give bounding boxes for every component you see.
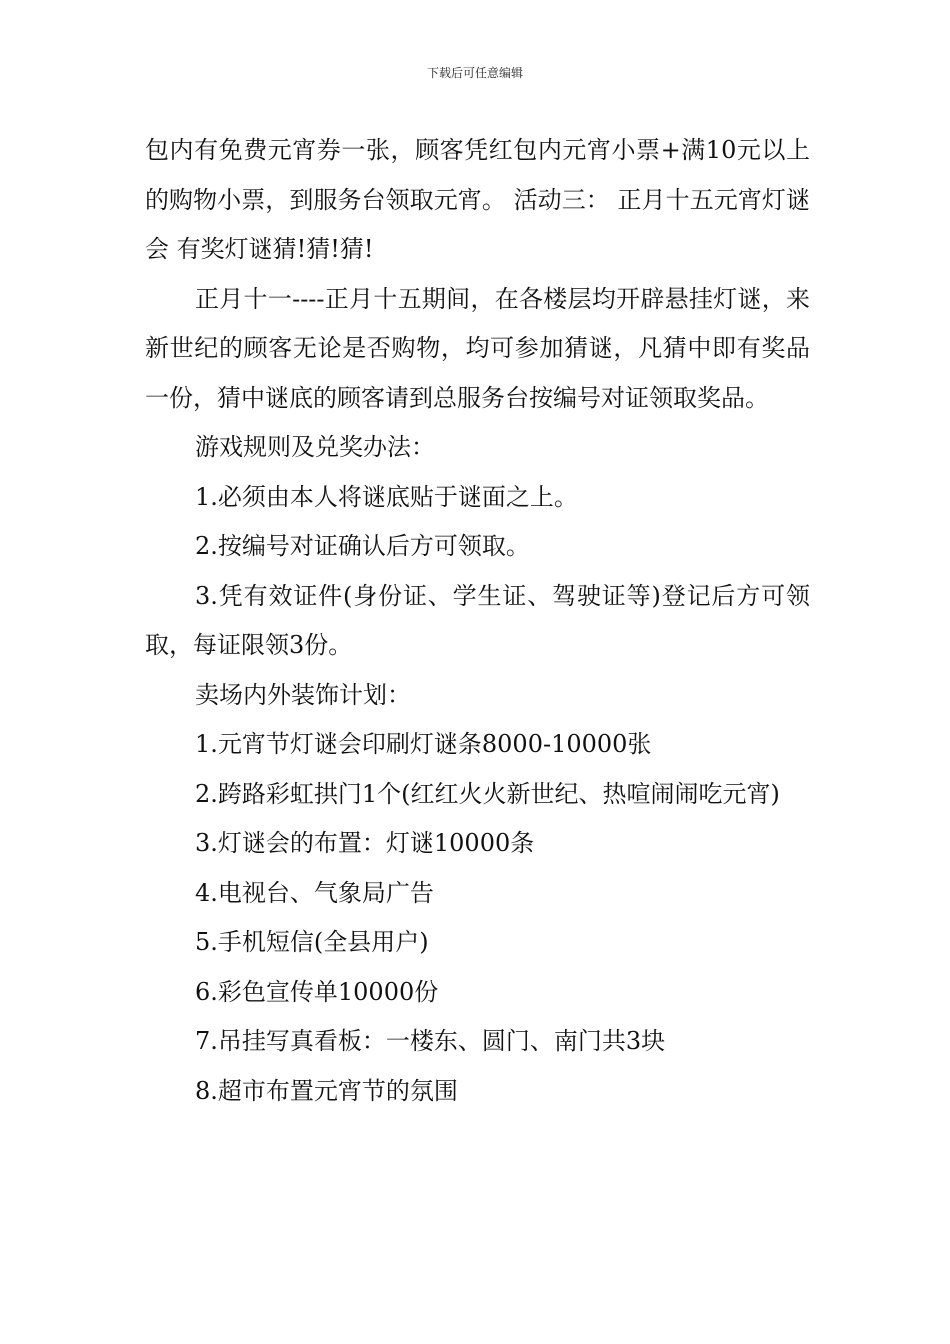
rule-item-2: 2.按编号对证确认后方可领取。 <box>195 532 530 560</box>
page-header: 下载后可任意编辑 <box>426 66 523 80</box>
decoration-item-6: 6.彩色宣传单10000份 <box>195 977 439 1006</box>
decoration-item-3: 3.灯谜会的布置：灯谜10000条 <box>195 829 535 857</box>
decoration-item-2: 2.跨路彩虹拱门1个(红红火火新世纪、热喧闹闹吃元宵) <box>195 779 780 808</box>
paragraph-intro: 包内有免费元宵券一张，顾客凭红包内元宵小票+满10元以上的购物小票，到服务台领取元宵。 活动三： 正月十五元宵灯谜会 有奖灯谜猜!猜!猜! <box>145 136 810 263</box>
document-body <box>145 126 810 1116</box>
decoration-item-1: 1.元宵节灯谜会印刷灯谜条8000-10000张 <box>195 730 652 758</box>
decoration-item-4: 4.电视台、气象局广告 <box>195 878 434 907</box>
paragraph-activity-description: 正月十一----正月十五期间，在各楼层均开辟悬挂灯谜，来新世纪的顾客无论是否购物，均可参加猜谜，凡猜中即有奖品一份，猜中谜底的顾客请到总服务台按编号对证领取奖品。 <box>145 284 810 412</box>
paragraph-decoration-heading: 卖场内外装饰计划： <box>195 680 411 709</box>
decoration-item-8: 8.超市布置元宵节的氛围 <box>195 1076 458 1105</box>
decoration-item-7: 7.吊挂写真看板：一楼东、圆门、南门共3块 <box>195 1027 666 1055</box>
rule-item-1: 1.必须由本人将谜底贴于谜面之上。 <box>195 482 578 511</box>
paragraph-rules-heading: 游戏规则及兑奖办法： <box>195 433 435 461</box>
rule-item-3: 3.凭有效证件(身份证、学生证、驾驶证等)登记后方可领取，每证限领3份。 <box>145 581 810 659</box>
decoration-item-5: 5.手机短信(全县用户) <box>195 928 429 956</box>
